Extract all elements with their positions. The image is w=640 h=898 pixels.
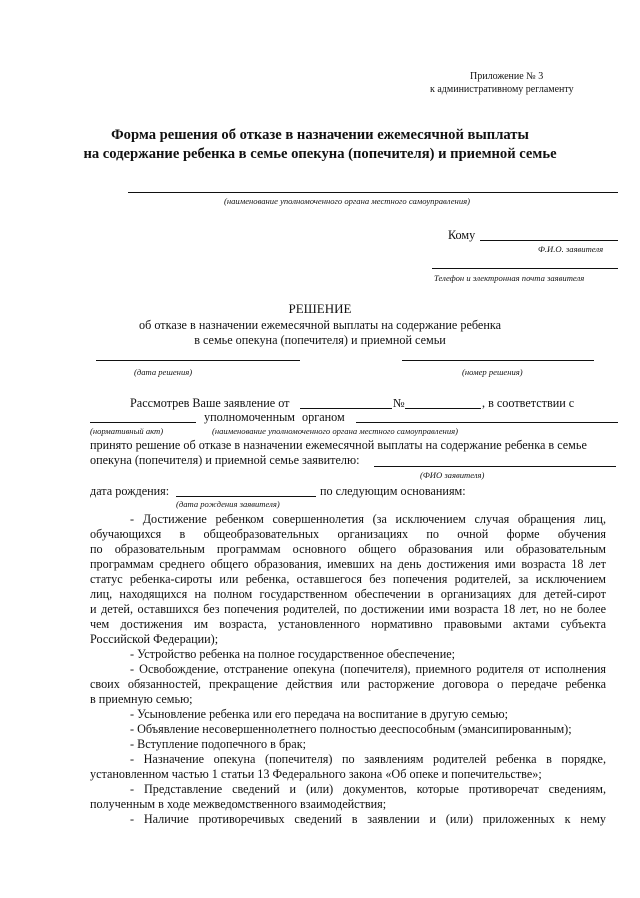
decision-number-line bbox=[402, 360, 594, 361]
form-title-line1: Форма решения об отказе в назначении ежемесячной выплаты bbox=[111, 127, 529, 143]
ground-line: установленном частью 1 статьи 13 Федерального закона «Об опеке и попечительстве»; bbox=[90, 767, 542, 781]
ground-line: - Объявление несовершеннолетнего полностью дееспособным (эмансипированным); bbox=[130, 722, 572, 736]
authority-name-line bbox=[356, 422, 618, 423]
ground-line: - Наличие противоречивых сведений в заявлении и (или) приложенных к нему bbox=[130, 812, 606, 826]
decision-number-caption: (номер решения) bbox=[462, 367, 523, 377]
birth-label: дата рождения: bbox=[90, 484, 170, 498]
grounds-label: по следующим основаниям: bbox=[320, 484, 466, 498]
ground-line: - Устройство ребенка на полное государственное обеспечение; bbox=[130, 647, 456, 661]
authorized-body: уполномоченным органом bbox=[204, 410, 345, 424]
ground-line: чем достижения им возраста, установленного нормативно правовыми актами субъекта bbox=[90, 617, 606, 631]
ground-line: - Освобождение, отстранение опекуна (попечителя), приемного родителя от исполнения bbox=[130, 662, 606, 676]
ground-line: в приемную семью; bbox=[90, 692, 193, 706]
ground-line: статус ребенка-сироты или ребенка, оставшегося без попечения родителей, за исключением bbox=[90, 572, 606, 586]
ground-line: по образовательным программам основного общего образования или образовательным bbox=[90, 542, 606, 556]
form-title-line2: на содержание ребенка в семье опекуна (попечителя) и приемной семье bbox=[83, 146, 557, 162]
appendix-number: Приложение № 3 bbox=[470, 71, 544, 82]
authority-caption: (наименование уполномоченного органа местного самоуправления) bbox=[224, 196, 470, 206]
considered-prefix: Рассмотрев Ваше заявление от bbox=[130, 396, 290, 410]
application-number-line bbox=[405, 408, 481, 409]
ground-line: - Назначение опекуна (попечителя) по заявлениям родителей ребенка в порядке, bbox=[130, 752, 606, 766]
normative-caption: (нормативный акт) bbox=[90, 426, 164, 436]
number-sign: № bbox=[393, 396, 405, 410]
ground-line: - Представление сведений и (или) документов, которые противоречат сведениям, bbox=[130, 782, 606, 796]
decision-line-1: принято решение об отказе в назначении ежемесячной выплаты на содержание ребенка в семье bbox=[90, 438, 587, 452]
ground-line: и детей, оставшихся без попечения родителей, по достижении ими возраста 18 лет, но не более bbox=[90, 602, 606, 616]
ground-line: - Достижение ребенком совершеннолетия (за исключением случая обращения лиц, bbox=[130, 512, 606, 526]
ground-line: полученным в ходе межведомственного взаимодействия; bbox=[90, 797, 387, 811]
ground-line: лиц, находящихся на полном государственном обеспечении в организациях для детей-сирот bbox=[90, 587, 606, 601]
application-date-line bbox=[300, 408, 392, 409]
ground-line: своих обязанностей, прекращение действия или расторжение договора о передаче ребенка bbox=[90, 677, 606, 691]
authority-line bbox=[128, 192, 618, 193]
authority-caption-2: (наименование уполномоченного органа местного самоуправления) bbox=[212, 426, 458, 436]
to-label: Кому bbox=[448, 228, 476, 242]
ground-line: - Вступление подопечного в брак; bbox=[130, 737, 306, 751]
addressee-line bbox=[480, 240, 618, 241]
ground-line: обучающихся в общеобразовательных организациях по очной форме обучения bbox=[90, 527, 606, 541]
contacts-line bbox=[432, 268, 618, 269]
birth-caption: (дата рождения заявителя) bbox=[176, 499, 280, 509]
birth-date-line bbox=[176, 496, 316, 497]
ground-line: Российской Федерации); bbox=[90, 632, 219, 646]
decision-date-caption: (дата решения) bbox=[134, 367, 193, 377]
decision-date-line bbox=[96, 360, 300, 361]
regulation-reference: к административному регламенту bbox=[430, 84, 574, 95]
ground-line: - Усыновление ребенка или его передача на воспитание в другую семью; bbox=[130, 707, 509, 721]
in-accordance: , в соответствии с bbox=[482, 396, 575, 410]
decision-line-2: опекуна (попечителя) и приемной семье заявителю: bbox=[90, 453, 360, 467]
applicant-fio-line bbox=[374, 466, 616, 467]
fio-caption: Ф.И.О. заявителя bbox=[538, 244, 604, 254]
decision-subtitle-1: об отказе в назначении ежемесячной выплаты на содержание ребенка bbox=[139, 318, 501, 332]
decision-subtitle-2: в семье опекуна (попечителя) и приемной семьи bbox=[194, 333, 446, 347]
decision-heading: РЕШЕНИЕ bbox=[288, 301, 352, 316]
normative-act-line bbox=[90, 422, 196, 423]
applicant-fio-caption: (ФИО заявителя) bbox=[420, 470, 485, 480]
contacts-caption: Телефон и электронная почта заявителя bbox=[434, 273, 585, 283]
ground-line: программам среднего общего образования, имевших на день достижения ими возраста 18 лет bbox=[90, 557, 606, 571]
